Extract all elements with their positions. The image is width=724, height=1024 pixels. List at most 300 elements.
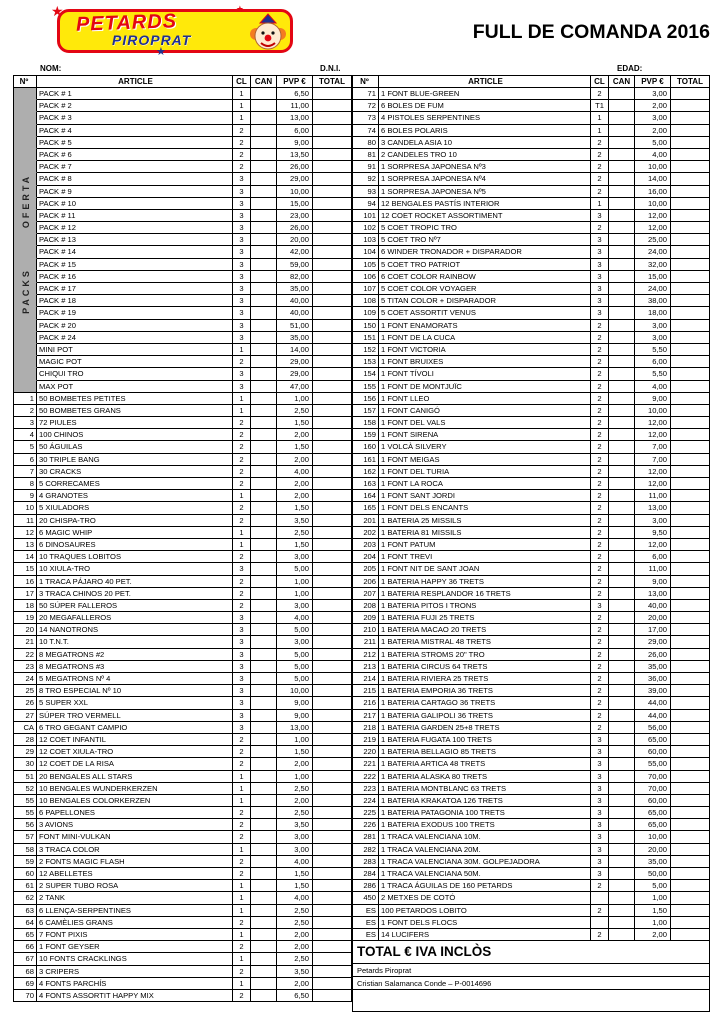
can-input-cell[interactable] — [609, 393, 635, 405]
can-input-cell[interactable] — [251, 381, 277, 393]
total-input-cell[interactable] — [313, 783, 352, 795]
can-input-cell[interactable] — [609, 892, 635, 904]
total-input-cell[interactable] — [671, 624, 710, 636]
total-input-cell[interactable] — [313, 771, 352, 783]
total-input-cell[interactable] — [313, 478, 352, 490]
edad-field-label[interactable]: EDAD: — [617, 64, 643, 73]
total-input-cell[interactable] — [671, 868, 710, 880]
can-input-cell[interactable] — [251, 746, 277, 758]
total-input-cell[interactable] — [313, 588, 352, 600]
total-input-cell[interactable] — [671, 649, 710, 661]
can-input-cell[interactable] — [609, 771, 635, 783]
total-input-cell[interactable] — [313, 758, 352, 770]
total-input-cell[interactable] — [313, 880, 352, 892]
total-input-cell[interactable] — [313, 125, 352, 137]
total-input-cell[interactable] — [313, 978, 352, 990]
can-input-cell[interactable] — [251, 710, 277, 722]
total-input-cell[interactable] — [671, 502, 710, 514]
can-input-cell[interactable] — [609, 844, 635, 856]
can-input-cell[interactable] — [609, 929, 635, 941]
can-input-cell[interactable] — [251, 576, 277, 588]
can-input-cell[interactable] — [609, 100, 635, 112]
total-input-cell[interactable] — [313, 429, 352, 441]
total-input-cell[interactable] — [313, 966, 352, 978]
total-input-cell[interactable] — [671, 758, 710, 770]
can-input-cell[interactable] — [251, 563, 277, 575]
can-input-cell[interactable] — [609, 320, 635, 332]
can-input-cell[interactable] — [251, 807, 277, 819]
can-input-cell[interactable] — [609, 588, 635, 600]
total-input-cell[interactable] — [671, 795, 710, 807]
total-input-cell[interactable] — [671, 283, 710, 295]
total-input-cell[interactable] — [313, 929, 352, 941]
can-input-cell[interactable] — [609, 600, 635, 612]
can-input-cell[interactable] — [609, 551, 635, 563]
total-input-cell[interactable] — [313, 344, 352, 356]
total-input-cell[interactable] — [671, 234, 710, 246]
can-input-cell[interactable] — [609, 539, 635, 551]
total-input-cell[interactable] — [671, 466, 710, 478]
total-input-cell[interactable] — [313, 685, 352, 697]
total-input-cell[interactable] — [313, 295, 352, 307]
total-input-cell[interactable] — [313, 807, 352, 819]
can-input-cell[interactable] — [609, 198, 635, 210]
total-input-cell[interactable] — [313, 222, 352, 234]
total-input-cell[interactable] — [671, 295, 710, 307]
total-input-cell[interactable] — [313, 795, 352, 807]
total-input-cell[interactable] — [313, 636, 352, 648]
can-input-cell[interactable] — [609, 612, 635, 624]
can-input-cell[interactable] — [251, 161, 277, 173]
can-input-cell[interactable] — [251, 198, 277, 210]
total-input-cell[interactable] — [313, 917, 352, 929]
total-input-cell[interactable] — [313, 137, 352, 149]
can-input-cell[interactable] — [609, 271, 635, 283]
total-input-cell[interactable] — [313, 722, 352, 734]
total-input-cell[interactable] — [671, 673, 710, 685]
total-input-cell[interactable] — [671, 441, 710, 453]
total-input-cell[interactable] — [313, 283, 352, 295]
can-input-cell[interactable] — [609, 441, 635, 453]
total-input-cell[interactable] — [313, 307, 352, 319]
can-input-cell[interactable] — [251, 649, 277, 661]
can-input-cell[interactable] — [251, 112, 277, 124]
can-input-cell[interactable] — [609, 368, 635, 380]
total-input-cell[interactable] — [313, 649, 352, 661]
total-input-cell[interactable] — [313, 161, 352, 173]
total-input-cell[interactable] — [313, 100, 352, 112]
can-input-cell[interactable] — [251, 539, 277, 551]
total-input-cell[interactable] — [671, 429, 710, 441]
total-input-cell[interactable] — [671, 734, 710, 746]
can-input-cell[interactable] — [609, 307, 635, 319]
total-input-cell[interactable] — [671, 819, 710, 831]
can-input-cell[interactable] — [251, 393, 277, 405]
total-input-cell[interactable] — [313, 697, 352, 709]
total-input-cell[interactable] — [313, 502, 352, 514]
total-input-cell[interactable] — [313, 393, 352, 405]
total-input-cell[interactable] — [671, 246, 710, 258]
total-input-cell[interactable] — [671, 490, 710, 502]
can-input-cell[interactable] — [251, 868, 277, 880]
can-input-cell[interactable] — [251, 636, 277, 648]
total-input-cell[interactable] — [671, 173, 710, 185]
can-input-cell[interactable] — [251, 307, 277, 319]
total-input-cell[interactable] — [313, 527, 352, 539]
can-input-cell[interactable] — [251, 271, 277, 283]
total-input-cell[interactable] — [671, 478, 710, 490]
total-input-cell[interactable] — [671, 661, 710, 673]
total-input-cell[interactable] — [671, 697, 710, 709]
can-input-cell[interactable] — [251, 320, 277, 332]
total-input-cell[interactable] — [671, 929, 710, 941]
total-input-cell[interactable] — [313, 173, 352, 185]
total-input-cell[interactable] — [671, 636, 710, 648]
total-input-cell[interactable] — [671, 527, 710, 539]
can-input-cell[interactable] — [251, 137, 277, 149]
nom-field-label[interactable]: NOM: — [40, 64, 62, 73]
can-input-cell[interactable] — [251, 831, 277, 843]
total-input-cell[interactable] — [313, 405, 352, 417]
can-input-cell[interactable] — [251, 624, 277, 636]
can-input-cell[interactable] — [251, 880, 277, 892]
can-input-cell[interactable] — [609, 466, 635, 478]
total-input-cell[interactable] — [313, 941, 352, 953]
can-input-cell[interactable] — [251, 502, 277, 514]
can-input-cell[interactable] — [609, 356, 635, 368]
can-input-cell[interactable] — [609, 490, 635, 502]
total-input-cell[interactable] — [671, 112, 710, 124]
can-input-cell[interactable] — [609, 697, 635, 709]
total-iva-label[interactable]: TOTAL € IVA INCLÒS — [353, 941, 709, 964]
can-input-cell[interactable] — [609, 295, 635, 307]
cl-value: 2 — [591, 478, 609, 490]
can-input-cell[interactable] — [609, 661, 635, 673]
can-input-cell[interactable] — [251, 771, 277, 783]
row-number: 22 — [14, 649, 37, 661]
total-input-cell[interactable] — [671, 381, 710, 393]
can-input-cell[interactable] — [609, 88, 635, 100]
total-input-cell[interactable] — [313, 186, 352, 198]
total-input-cell[interactable] — [671, 222, 710, 234]
total-input-cell[interactable] — [313, 356, 352, 368]
total-input-cell[interactable] — [671, 417, 710, 429]
total-input-cell[interactable] — [313, 856, 352, 868]
can-input-cell[interactable] — [251, 125, 277, 137]
can-input-cell[interactable] — [609, 746, 635, 758]
can-input-cell[interactable] — [251, 332, 277, 344]
can-input-cell[interactable] — [609, 454, 635, 466]
total-input-cell[interactable] — [671, 722, 710, 734]
total-input-cell[interactable] — [671, 856, 710, 868]
total-input-cell[interactable] — [671, 125, 710, 137]
can-input-cell[interactable] — [609, 429, 635, 441]
can-input-cell[interactable] — [609, 527, 635, 539]
can-input-cell[interactable] — [609, 856, 635, 868]
can-input-cell[interactable] — [609, 478, 635, 490]
can-input-cell[interactable] — [609, 515, 635, 527]
can-input-cell[interactable] — [251, 454, 277, 466]
can-input-cell[interactable] — [609, 173, 635, 185]
total-input-cell[interactable] — [313, 368, 352, 380]
can-input-cell[interactable] — [609, 210, 635, 222]
can-input-cell[interactable] — [251, 186, 277, 198]
can-input-cell[interactable] — [609, 807, 635, 819]
total-input-cell[interactable] — [671, 454, 710, 466]
total-input-cell[interactable] — [671, 393, 710, 405]
can-input-cell[interactable] — [609, 149, 635, 161]
total-input-cell[interactable] — [313, 624, 352, 636]
total-input-cell[interactable] — [671, 368, 710, 380]
can-input-cell[interactable] — [251, 795, 277, 807]
total-input-cell[interactable] — [671, 307, 710, 319]
can-input-cell[interactable] — [251, 953, 277, 965]
total-input-cell[interactable] — [671, 710, 710, 722]
total-input-cell[interactable] — [671, 551, 710, 563]
total-input-cell[interactable] — [671, 807, 710, 819]
total-input-cell[interactable] — [671, 831, 710, 843]
total-input-cell[interactable] — [671, 88, 710, 100]
total-input-cell[interactable] — [313, 88, 352, 100]
can-input-cell[interactable] — [609, 137, 635, 149]
total-input-cell[interactable] — [671, 332, 710, 344]
total-input-cell[interactable] — [313, 563, 352, 575]
total-input-cell[interactable] — [671, 100, 710, 112]
total-input-cell[interactable] — [313, 259, 352, 271]
total-input-cell[interactable] — [671, 149, 710, 161]
can-input-cell[interactable] — [609, 125, 635, 137]
can-input-cell[interactable] — [251, 588, 277, 600]
can-input-cell[interactable] — [609, 417, 635, 429]
total-input-cell[interactable] — [671, 271, 710, 283]
can-input-cell[interactable] — [251, 466, 277, 478]
can-input-cell[interactable] — [251, 222, 277, 234]
can-input-cell[interactable] — [251, 246, 277, 258]
can-input-cell[interactable] — [609, 246, 635, 258]
total-input-cell[interactable] — [313, 576, 352, 588]
can-input-cell[interactable] — [609, 673, 635, 685]
can-input-cell[interactable] — [251, 917, 277, 929]
total-input-cell[interactable] — [313, 612, 352, 624]
can-input-cell[interactable] — [609, 685, 635, 697]
can-input-cell[interactable] — [251, 356, 277, 368]
can-input-cell[interactable] — [609, 161, 635, 173]
can-input-cell[interactable] — [251, 722, 277, 734]
can-input-cell[interactable] — [609, 576, 635, 588]
can-input-cell[interactable] — [251, 368, 277, 380]
total-input-cell[interactable] — [313, 892, 352, 904]
total-input-cell[interactable] — [671, 612, 710, 624]
total-input-cell[interactable] — [313, 905, 352, 917]
can-input-cell[interactable] — [251, 685, 277, 697]
can-input-cell[interactable] — [609, 734, 635, 746]
total-input-cell[interactable] — [671, 161, 710, 173]
can-input-cell[interactable] — [251, 344, 277, 356]
total-input-cell[interactable] — [313, 868, 352, 880]
can-input-cell[interactable] — [609, 795, 635, 807]
total-input-cell[interactable] — [671, 746, 710, 758]
total-input-cell[interactable] — [313, 953, 352, 965]
total-input-cell[interactable] — [313, 149, 352, 161]
total-input-cell[interactable] — [313, 332, 352, 344]
can-input-cell[interactable] — [609, 563, 635, 575]
total-input-cell[interactable] — [313, 441, 352, 453]
total-input-cell[interactable] — [313, 234, 352, 246]
can-input-cell[interactable] — [251, 892, 277, 904]
total-input-cell[interactable] — [671, 600, 710, 612]
can-input-cell[interactable] — [609, 502, 635, 514]
can-input-cell[interactable] — [609, 624, 635, 636]
total-input-cell[interactable] — [313, 515, 352, 527]
total-input-cell[interactable] — [671, 783, 710, 795]
can-input-cell[interactable] — [609, 819, 635, 831]
total-input-cell[interactable] — [313, 844, 352, 856]
total-input-cell[interactable] — [313, 746, 352, 758]
can-input-cell[interactable] — [251, 527, 277, 539]
can-input-cell[interactable] — [609, 636, 635, 648]
article-name: 2 TANK — [37, 892, 233, 904]
total-input-cell[interactable] — [313, 210, 352, 222]
total-input-cell[interactable] — [671, 685, 710, 697]
can-input-cell[interactable] — [251, 490, 277, 502]
table-row — [14, 429, 352, 441]
can-input-cell[interactable] — [609, 222, 635, 234]
can-input-cell[interactable] — [609, 405, 635, 417]
can-input-cell[interactable] — [609, 710, 635, 722]
can-input-cell[interactable] — [251, 905, 277, 917]
can-input-cell[interactable] — [609, 283, 635, 295]
can-input-cell[interactable] — [251, 149, 277, 161]
can-input-cell[interactable] — [251, 551, 277, 563]
can-input-cell[interactable] — [609, 758, 635, 770]
total-input-cell[interactable] — [671, 137, 710, 149]
total-input-cell[interactable] — [671, 515, 710, 527]
can-input-cell[interactable] — [609, 332, 635, 344]
total-input-cell[interactable] — [671, 539, 710, 551]
total-input-cell[interactable] — [313, 673, 352, 685]
can-input-cell[interactable] — [609, 905, 635, 917]
total-input-cell[interactable] — [671, 844, 710, 856]
total-input-cell[interactable] — [671, 905, 710, 917]
can-input-cell[interactable] — [251, 600, 277, 612]
can-input-cell[interactable] — [251, 515, 277, 527]
total-input-cell[interactable] — [313, 600, 352, 612]
total-input-cell[interactable] — [313, 112, 352, 124]
can-input-cell[interactable] — [609, 381, 635, 393]
total-input-cell[interactable] — [313, 198, 352, 210]
can-input-cell[interactable] — [251, 966, 277, 978]
can-input-cell[interactable] — [251, 758, 277, 770]
total-input-cell[interactable] — [671, 771, 710, 783]
total-input-cell[interactable] — [313, 734, 352, 746]
total-input-cell[interactable] — [313, 271, 352, 283]
can-input-cell[interactable] — [609, 831, 635, 843]
can-input-cell[interactable] — [251, 856, 277, 868]
can-input-cell[interactable] — [251, 405, 277, 417]
can-input-cell[interactable] — [609, 880, 635, 892]
can-input-cell[interactable] — [609, 186, 635, 198]
can-input-cell[interactable] — [609, 868, 635, 880]
dni-field-label[interactable]: D.N.I. — [320, 64, 341, 73]
total-input-cell[interactable] — [313, 990, 352, 1002]
can-input-cell[interactable] — [251, 929, 277, 941]
can-input-cell[interactable] — [251, 673, 277, 685]
can-input-cell[interactable] — [251, 612, 277, 624]
total-input-cell[interactable] — [313, 661, 352, 673]
can-input-cell[interactable] — [251, 819, 277, 831]
total-input-cell[interactable] — [671, 210, 710, 222]
can-input-cell[interactable] — [609, 917, 635, 929]
total-input-cell[interactable] — [671, 344, 710, 356]
can-input-cell[interactable] — [251, 734, 277, 746]
total-input-cell[interactable] — [313, 381, 352, 393]
total-input-cell[interactable] — [671, 892, 710, 904]
can-input-cell[interactable] — [251, 661, 277, 673]
article-name: 6 PAPELLONES — [37, 807, 233, 819]
can-input-cell[interactable] — [251, 697, 277, 709]
total-input-cell[interactable] — [313, 710, 352, 722]
can-input-cell[interactable] — [609, 112, 635, 124]
can-input-cell[interactable] — [609, 722, 635, 734]
can-input-cell[interactable] — [609, 344, 635, 356]
total-input-cell[interactable] — [313, 539, 352, 551]
total-input-cell[interactable] — [671, 917, 710, 929]
total-input-cell[interactable] — [313, 490, 352, 502]
can-input-cell[interactable] — [251, 173, 277, 185]
total-input-cell[interactable] — [671, 186, 710, 198]
can-input-cell[interactable] — [609, 649, 635, 661]
can-input-cell[interactable] — [251, 844, 277, 856]
can-input-cell[interactable] — [251, 283, 277, 295]
total-input-cell[interactable] — [671, 588, 710, 600]
total-input-cell[interactable] — [313, 551, 352, 563]
can-input-cell[interactable] — [251, 295, 277, 307]
can-input-cell[interactable] — [251, 941, 277, 953]
can-input-cell[interactable] — [251, 234, 277, 246]
can-input-cell[interactable] — [251, 978, 277, 990]
total-input-cell[interactable] — [671, 259, 710, 271]
total-input-cell[interactable] — [671, 880, 710, 892]
total-input-cell[interactable] — [313, 417, 352, 429]
total-input-cell[interactable] — [671, 198, 710, 210]
can-input-cell[interactable] — [251, 783, 277, 795]
can-input-cell[interactable] — [251, 88, 277, 100]
pvp-price: 1,00 — [277, 393, 313, 405]
total-input-cell[interactable] — [313, 819, 352, 831]
total-input-cell[interactable] — [313, 831, 352, 843]
total-input-cell[interactable] — [313, 466, 352, 478]
total-input-cell[interactable] — [313, 320, 352, 332]
total-input-cell[interactable] — [671, 576, 710, 588]
can-input-cell[interactable] — [251, 429, 277, 441]
can-input-cell[interactable] — [251, 100, 277, 112]
can-input-cell[interactable] — [609, 783, 635, 795]
total-input-cell[interactable] — [671, 356, 710, 368]
total-input-cell[interactable] — [671, 405, 710, 417]
total-input-cell[interactable] — [671, 320, 710, 332]
can-input-cell[interactable] — [609, 234, 635, 246]
total-input-cell[interactable] — [671, 563, 710, 575]
can-input-cell[interactable] — [251, 478, 277, 490]
can-input-cell[interactable] — [609, 259, 635, 271]
total-input-cell[interactable] — [313, 454, 352, 466]
can-input-cell[interactable] — [251, 210, 277, 222]
can-input-cell[interactable] — [251, 441, 277, 453]
can-input-cell[interactable] — [251, 417, 277, 429]
can-input-cell[interactable] — [251, 990, 277, 1002]
can-input-cell[interactable] — [251, 259, 277, 271]
total-input-cell[interactable] — [313, 246, 352, 258]
